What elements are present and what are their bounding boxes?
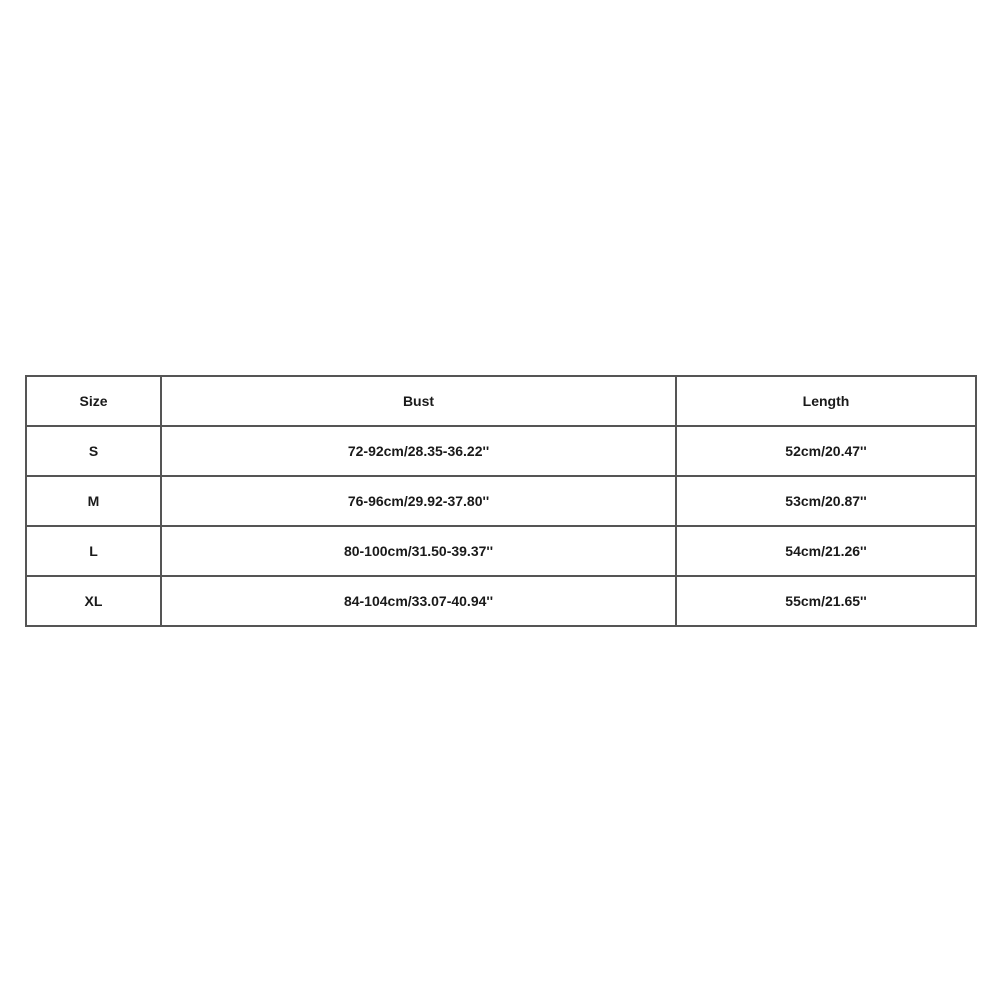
cell-size: S (26, 426, 161, 476)
cell-size: XL (26, 576, 161, 626)
header-size: Size (26, 376, 161, 426)
table-row (26, 526, 976, 576)
table-row (26, 426, 976, 476)
cell-size: L (26, 526, 161, 576)
cell-size: M (26, 476, 161, 526)
table-row (26, 576, 976, 626)
cell-bust: 84-104cm/33.07-40.94'' (161, 576, 676, 626)
cell-bust: 76-96cm/29.92-37.80'' (161, 476, 676, 526)
header-bust: Bust (161, 376, 676, 426)
cell-bust: 80-100cm/31.50-39.37'' (161, 526, 676, 576)
cell-length: 52cm/20.47'' (676, 426, 976, 476)
table-header-row (26, 376, 976, 426)
header-length: Length (676, 376, 976, 426)
cell-length: 54cm/21.26'' (676, 526, 976, 576)
table-row (26, 476, 976, 526)
cell-bust: 72-92cm/28.35-36.22'' (161, 426, 676, 476)
cell-length: 53cm/20.87'' (676, 476, 976, 526)
size-chart-table (25, 375, 977, 627)
cell-length: 55cm/21.65'' (676, 576, 976, 626)
